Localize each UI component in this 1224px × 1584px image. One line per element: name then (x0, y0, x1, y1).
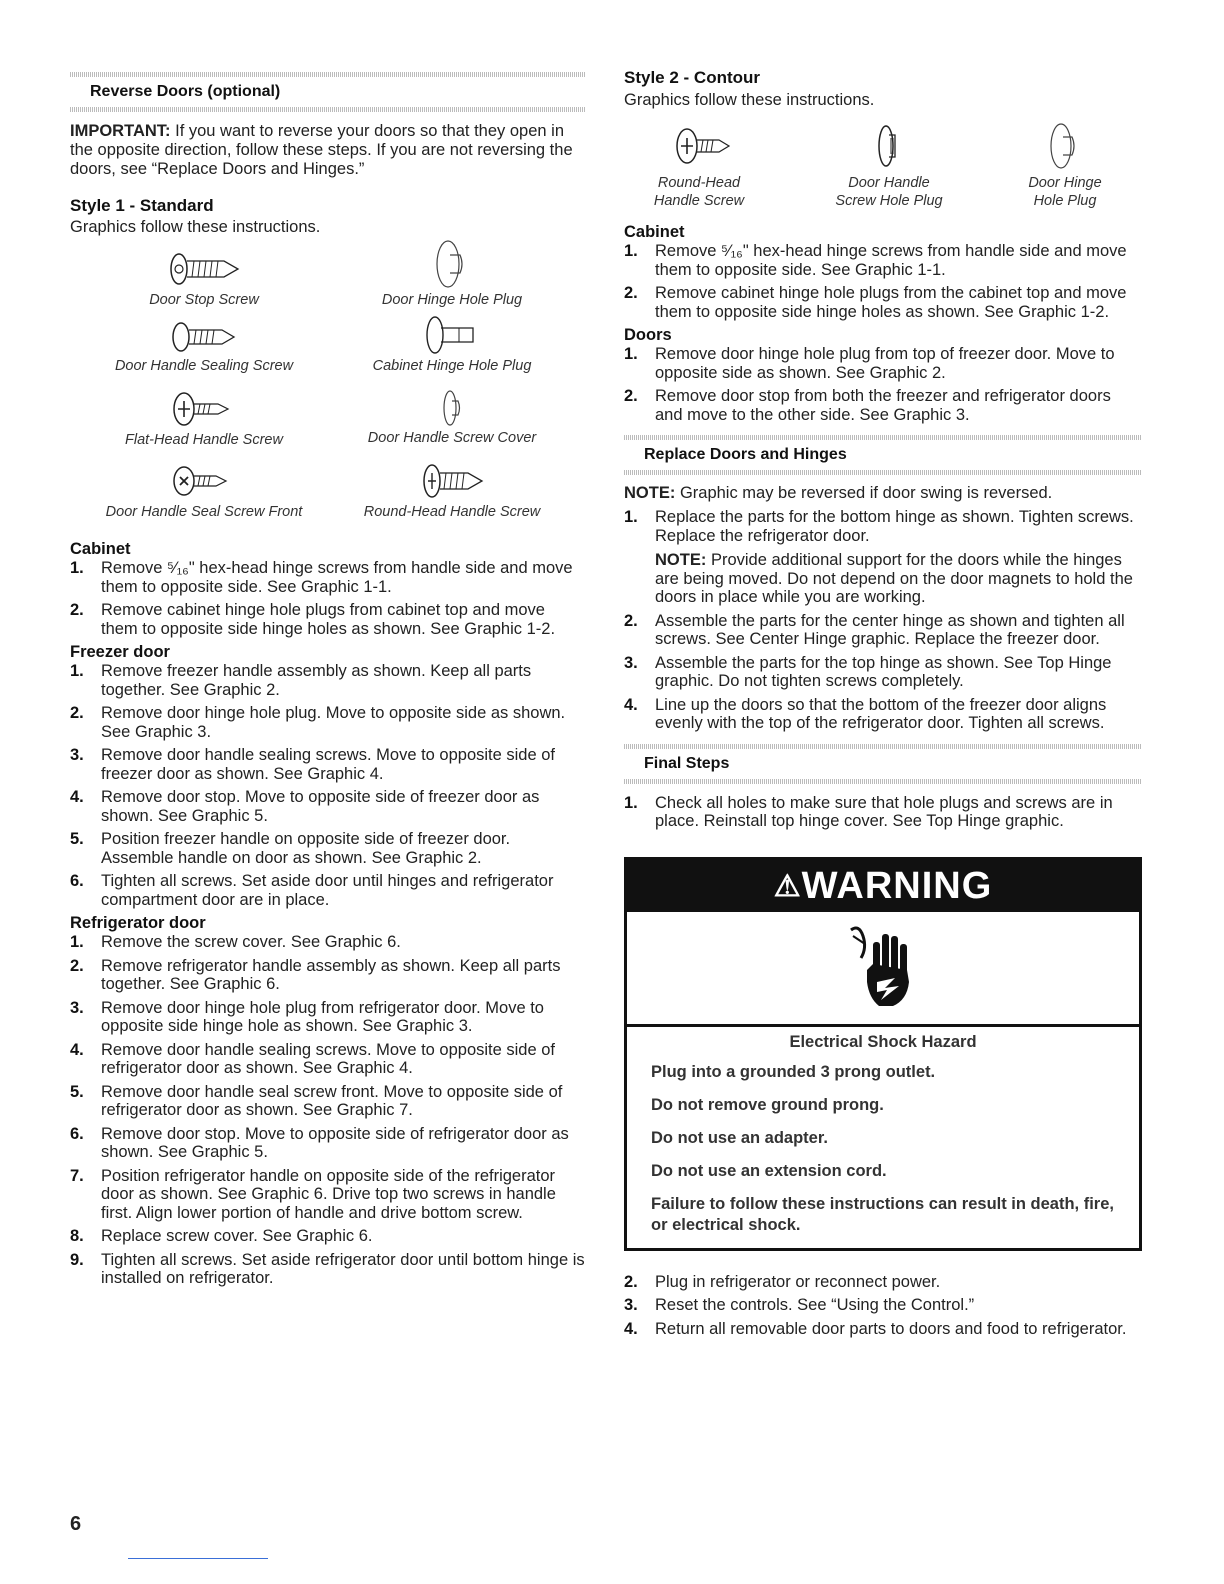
step-number: 2. (70, 601, 84, 619)
part-label: Screw Hole Plug (835, 193, 943, 209)
step-number: 3. (624, 1296, 638, 1314)
part-label: Door Hinge Hole Plug (381, 292, 523, 308)
left-column (70, 0, 586, 1293)
step-item (70, 1167, 586, 1223)
door-stop-screw-icon (154, 247, 254, 291)
step-text: Remove cabinet hinge hole plugs from cabinet top and move them to opposite side hinge holes as shown. See Graphic 1-2. (101, 601, 556, 638)
step-text: Remove door hinge hole plug. Move to opposite side as shown. See Graphic 3. (101, 704, 566, 741)
step-number: 1. (624, 242, 638, 260)
step-text: Remove freezer handle assembly as shown. Keep all parts together. See Graphic 2. (101, 662, 532, 699)
step-number: 1. (70, 933, 84, 951)
step-text: Remove the screw cover. See Graphic 6. (101, 933, 401, 951)
step-item (624, 794, 1142, 831)
style1-title: Style 1 - Standard (70, 196, 214, 215)
step-item (70, 1083, 586, 1120)
flat-head-handle-screw-icon (154, 387, 254, 431)
part-door-handle-sealing-screw (84, 317, 324, 375)
step-number: 9. (70, 1250, 84, 1269)
step-item (624, 387, 1142, 424)
step-text: Remove cabinet hinge hole plugs from the cabinet top and move them to opposite side hinge holes as shown. See Graphic 1-2. (655, 284, 1127, 321)
inner-note-text: Provide additional support for the doors while the hinges are being moved. Do not depend on the door magnets to hold the doors in place while you are working. (655, 551, 1133, 606)
part-label: Door Handle Sealing Screw (114, 358, 294, 374)
step-text: Remove door handle seal screw front. Move to opposite side of refrigerator door as shown. See Graphic 7. (101, 1082, 563, 1119)
step-text: Reset the controls. See “Using the Control.” (655, 1296, 975, 1314)
doors-title: Doors (624, 326, 672, 344)
step-number: 3. (624, 653, 638, 672)
step-text: Assemble the parts for the center hinge as shown and tighten all screws. See Center Hinge graphic. Replace the freezer door. (655, 611, 1125, 648)
step-number: 5. (70, 1082, 84, 1101)
part-door-handle-screw-cover (332, 383, 572, 447)
important-label: IMPORTANT: (70, 122, 171, 140)
part-cabinet-hinge-hole-plug (332, 313, 572, 375)
final-steps (624, 794, 1142, 831)
refrigerator-door-title: Refrigerator door (70, 914, 206, 932)
step-item (70, 1125, 586, 1162)
step-text: Remove ⁵⁄₁₆" hex-head hinge screws from handle side and move them to opposite side. See Graphic 1-1. (101, 559, 573, 596)
part-label: Round-Head Handle Screw (363, 504, 541, 520)
style2-title: Style 2 - Contour (624, 68, 761, 87)
step-number: 2. (624, 387, 638, 405)
part-label: Door Handle Screw Cover (367, 430, 537, 446)
section-rule (624, 470, 1142, 475)
step-number: 5. (70, 830, 84, 848)
step-number: 2. (624, 284, 638, 302)
important-paragraph (70, 122, 586, 179)
step-item (624, 242, 1142, 279)
step-text: Replace the parts for the bottom hinge as shown. Tighten screws. Replace the refrigerator door. (655, 508, 1134, 545)
step-text: Remove refrigerator handle assembly as shown. Keep all parts together. See Graphic 6. (101, 956, 561, 993)
part-label: Hole Plug (1033, 193, 1097, 209)
part-label: Handle Screw (653, 193, 745, 209)
refrigerator-door-steps (70, 933, 586, 1288)
step-item (624, 284, 1142, 321)
step-number: 6. (70, 872, 84, 890)
cabinet-title: Cabinet (70, 540, 131, 558)
step-item (624, 345, 1142, 382)
step-number: 6. (70, 1124, 84, 1143)
step-item (624, 612, 1142, 649)
step-number: 8. (70, 1227, 84, 1245)
inner-note (655, 551, 1142, 607)
step-text: Line up the doors so that the bottom of the freezer door aligns evenly with the top of the refrigerator door. Tighten all screws. (655, 695, 1107, 732)
round-head-handle-screw-icon (402, 459, 502, 503)
step-item (624, 1320, 1142, 1339)
note-paragraph (624, 484, 1142, 503)
step-item (70, 704, 586, 741)
round-head-handle-screw-icon (649, 118, 749, 174)
right-column (624, 0, 1142, 1343)
warning-line: Do not use an extension cord. (651, 1161, 887, 1180)
step-item (70, 662, 586, 699)
step-item (624, 1273, 1142, 1292)
section-rule (70, 107, 586, 112)
step-number: 4. (624, 1319, 638, 1338)
step-text: Remove door hinge hole plug from refrigerator door. Move to opposite side hinge hole as shown. See Graphic 3. (101, 998, 544, 1035)
step-item (70, 1227, 586, 1246)
step-item (70, 788, 586, 825)
step-text: Tighten all screws. Set aside refrigerator door until bottom hinge is installed on refrigerator. (101, 1250, 585, 1287)
step-number: 1. (70, 662, 84, 680)
cabinet-steps-contour (624, 242, 1142, 321)
freezer-door-title: Freezer door (70, 643, 170, 661)
step-text: Remove door stop. Move to opposite side of refrigerator door as shown. See Graphic 5. (101, 1124, 569, 1161)
step-text: Remove ⁵⁄₁₆" hex-head hinge screws from handle side and move them to opposite side. See Graphic 1-1. (655, 242, 1127, 279)
after-warning-steps (624, 1273, 1142, 1339)
step-item (624, 508, 1142, 607)
electrical-shock-hand-icon (849, 922, 919, 1012)
section-title-reverse-doors: Reverse Doors (optional) (90, 83, 281, 100)
cabinet-title-contour: Cabinet (624, 223, 685, 241)
step-item (70, 601, 586, 638)
section-title-replace-doors: Replace Doors and Hinges (644, 446, 847, 463)
door-handle-seal-screw-front-icon (154, 459, 254, 503)
step-text: Plug in refrigerator or reconnect power. (655, 1272, 941, 1291)
cabinet-steps (70, 559, 586, 638)
warning-hazard-title: Electrical Shock Hazard (789, 1032, 977, 1051)
part-label: Flat-Head Handle Screw (125, 432, 283, 448)
part-label: Door Handle (848, 175, 930, 191)
step-text: Position refrigerator handle on opposite side of the refrigerator door as shown. See Graphic 6. Drive top two screws in handle first. Align lower portion of handle and drive bottom screw. (101, 1166, 556, 1222)
inner-note-label: NOTE: (655, 551, 707, 569)
step-item (70, 1251, 586, 1288)
warning-line: Do not use an adapter. (651, 1128, 828, 1147)
step-number: 3. (70, 998, 84, 1017)
step-number: 2. (70, 704, 84, 722)
part-label: Door Handle Seal Screw Front (105, 504, 303, 520)
door-hinge-hole-plug-icon (1035, 118, 1095, 174)
door-hinge-hole-plug-icon (422, 237, 482, 291)
page-number: 6 (70, 1513, 82, 1535)
door-handle-sealing-screw-icon (154, 317, 254, 357)
door-handle-screw-hole-plug-icon (859, 118, 919, 174)
step-number: 1. (624, 508, 638, 526)
warning-title: WARNING (801, 864, 993, 907)
style1-subtitle: Graphics follow these instructions. (70, 218, 321, 236)
step-item (70, 999, 586, 1036)
doors-steps (624, 345, 1142, 424)
part-door-hinge-hole-plug (332, 237, 572, 309)
warning-line: Failure to follow these instructions can result in death, fire, or electrical shock. (651, 1194, 1114, 1234)
cabinet-hinge-hole-plug-icon (407, 313, 497, 357)
step-number: 3. (70, 746, 84, 764)
part-round-head-handle-screw (332, 459, 572, 521)
warning-line: Plug into a grounded 3 prong outlet. (651, 1062, 936, 1081)
step-text: Tighten all screws. Set aside door until hinges and refrigerator compartment door are in place. (101, 872, 554, 909)
step-item (624, 696, 1142, 733)
step-item (70, 559, 586, 596)
warning-triangle-icon: ⚠ (773, 869, 802, 903)
step-number: 1. (70, 559, 84, 577)
warning-line: Do not remove ground prong. (651, 1095, 884, 1114)
step-number: 2. (70, 956, 84, 975)
step-text: Remove door stop. Move to opposite side of freezer door as shown. See Graphic 5. (101, 788, 540, 825)
step-text: Remove door handle sealing screws. Move to opposite side of refrigerator door as shown. See Graphic 4. (101, 1040, 555, 1077)
step-number: 2. (624, 1272, 638, 1291)
step-text: Position freezer handle on opposite side of freezer door. Assemble handle on door as shown. See Graphic 2. (101, 830, 511, 867)
step-number: 4. (70, 1040, 84, 1059)
step-text: Return all removable door parts to doors and food to refrigerator. (655, 1319, 1127, 1338)
step-item (624, 654, 1142, 691)
style1-parts-grid (70, 237, 586, 537)
warning-header (627, 860, 1139, 912)
step-item (70, 957, 586, 994)
section-title-final-steps: Final Steps (644, 754, 730, 772)
style2-parts-row (624, 110, 1142, 220)
step-item (70, 1041, 586, 1078)
bottom-link-line (128, 1558, 268, 1559)
step-text: Check all holes to make sure that hole plugs and screws are in place. Reinstall top hinge cover. See Top Hinge graphic. (655, 793, 1113, 830)
door-handle-screw-cover-icon (422, 383, 482, 429)
step-item (624, 1296, 1142, 1315)
part-flat-head-handle-screw (84, 387, 324, 449)
warning-icon-row (627, 912, 1139, 1027)
step-number: 7. (70, 1166, 84, 1185)
step-number: 4. (624, 695, 638, 714)
replace-steps (624, 508, 1142, 733)
step-number: 1. (624, 345, 638, 363)
part-label: Door Stop Screw (149, 292, 259, 308)
step-text: Replace screw cover. See Graphic 6. (101, 1227, 373, 1245)
step-text: Remove door stop from both the freezer and refrigerator doors and move to the other side. See Graphic 3. (655, 387, 1111, 424)
step-text: Remove door handle sealing screws. Move to opposite side of freezer door as shown. See Graphic 4. (101, 746, 555, 783)
part-label: Door Hinge (1028, 175, 1102, 191)
step-item (70, 933, 586, 952)
part-door-stop-screw (84, 247, 324, 309)
note-text: Graphic may be reversed if door swing is reversed. (679, 484, 1053, 502)
warning-body (627, 1027, 1139, 1248)
warning-box (624, 857, 1142, 1251)
part-label: Cabinet Hinge Hole Plug (372, 358, 532, 374)
step-number: 2. (624, 611, 638, 630)
step-text: Remove door hinge hole plug from top of freezer door. Move to opposite side as shown. See Graphic 2. (655, 345, 1115, 382)
step-number: 1. (624, 793, 638, 812)
step-text: Assemble the parts for the top hinge as shown. See Top Hinge graphic. Do not tighten screws completely. (655, 653, 1112, 690)
step-item (70, 746, 586, 783)
important-text: If you want to reverse your doors so that they open in the opposite direction, follow these steps. If you are not reversing the doors, see “Replace Doors and Hinges.” (70, 122, 573, 178)
part-door-handle-seal-screw-front (84, 459, 324, 521)
part-label: Round-Head (657, 175, 741, 191)
note-label: NOTE: (624, 484, 676, 502)
step-item (70, 830, 586, 867)
freezer-door-steps (70, 662, 586, 909)
part-door-hinge-hole-plug-contour (950, 118, 1180, 210)
step-item (70, 872, 586, 909)
step-number: 4. (70, 788, 84, 806)
style2-subtitle: Graphics follow these instructions. (624, 91, 875, 109)
